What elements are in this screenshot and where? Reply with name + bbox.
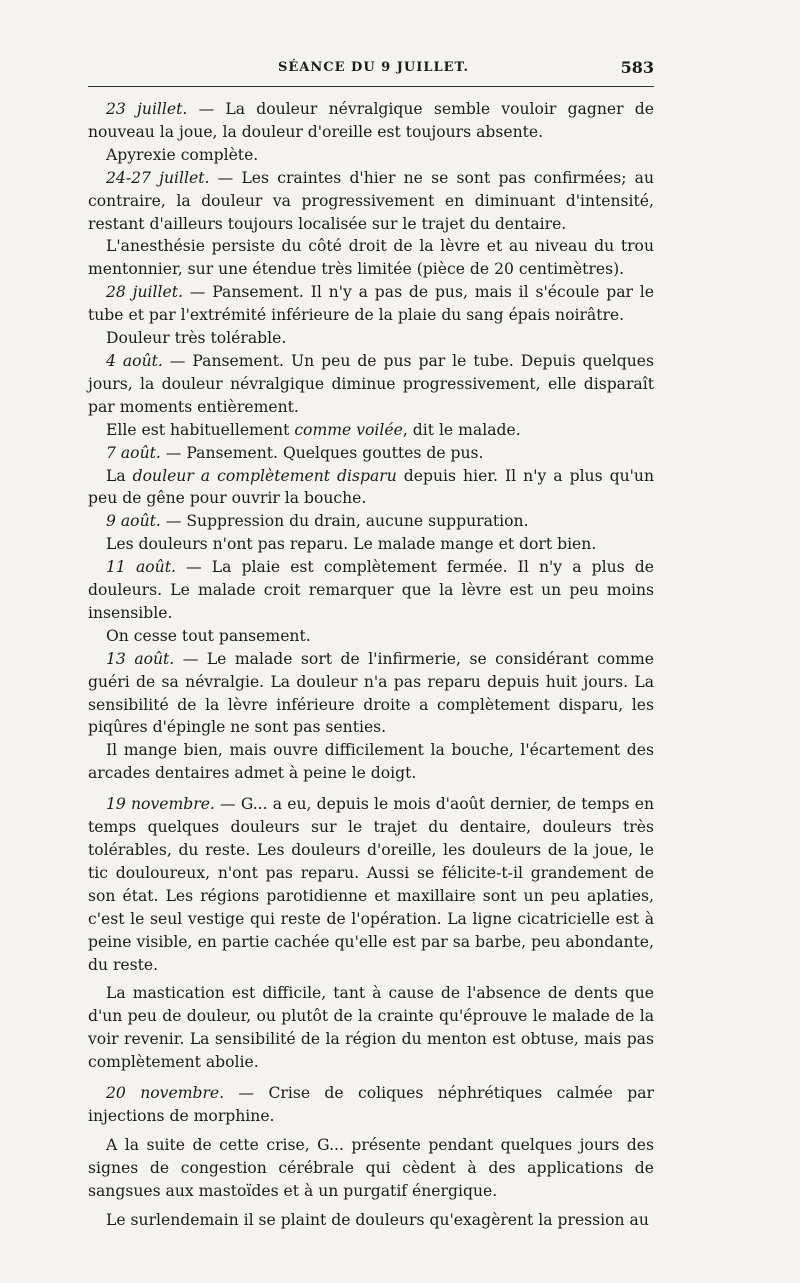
paragraph (88, 793, 654, 976)
paragraph: Elle est habituellement comme voilée, dit le malade. (106, 420, 521, 439)
paragraph-text: A la suite de cette crise, G... présente pendant quelques jours des signes de congestion cérébrale qui cèdent à des applications de sangsues aux mastoïdes et à un purgatif énergique. (88, 1135, 654, 1200)
paragraph (88, 648, 654, 740)
entry-date: 23 juillet. (106, 100, 188, 118)
paragraph (88, 510, 654, 533)
entry-date: 13 août. (106, 649, 175, 668)
paragraph (88, 1209, 654, 1232)
paragraph (88, 98, 654, 144)
emphasis: comme voilée (294, 420, 403, 439)
paragraph-text: Les douleurs n'ont pas reparu. Le malade mange et dort bien. (106, 535, 597, 554)
paragraph: La douleur a complètement disparu depuis hier. Il n'y a plus qu'un peu de gêne pour ouvrir la bouche. (88, 466, 655, 508)
paragraph (88, 1134, 654, 1203)
paragraph (88, 533, 654, 556)
page-number: 583 (620, 58, 654, 77)
paragraph (88, 167, 654, 236)
paragraph-text: — Crise de coliques néphrétiques calmée par injections de morphine. (88, 1084, 654, 1125)
paragraph (88, 281, 654, 327)
paragraph (88, 1082, 654, 1128)
entry-date: 4 août. (106, 351, 163, 370)
paragraph-text: — G... a eu, depuis le mois d'août dernier, de temps en temps quelques douleurs sur le trajet du dentaire, douleurs très tolérables, du reste. Les douleurs d'oreille, les douleurs de la joue, le tic douloureux, n'ont pas reparu. Aussi se félicite-t-il grandement de son état. Les régions parotidienne et maxillaire sont un peu aplaties, c'est le seul vestige qui reste de l'opération. La ligne cicatricielle est à peine visible, en partie cachée qu'elle est par sa barbe, peu abondante, du reste. (88, 795, 654, 974)
paragraph-text: L'anesthésie persiste du côté droit de la lèvre et au niveau du trou mentonnier, sur une étendue très limitée (pièce de 20 centimètres). (88, 237, 654, 279)
paragraph (88, 442, 654, 465)
paragraph (88, 327, 654, 350)
entry-date: 24-27 juillet. (106, 168, 210, 187)
entry-date: 20 novembre. (106, 1084, 225, 1103)
paragraph-text: — Pansement. Quelques gouttes de pus. (160, 443, 484, 462)
paragraph (88, 739, 654, 785)
entry-date: 9 août. (106, 512, 161, 531)
running-title: SÉANCE DU 9 JUILLET. (278, 60, 470, 75)
paragraph (88, 350, 654, 419)
paragraph-text: Douleur très tolérable. (106, 329, 287, 348)
header-rule (88, 86, 654, 87)
paragraph-text: — La plaie est complètement fermée. Il n'y a plus de douleurs. Le malade croit remarquer que la lèvre est un peu moins insensible. (88, 558, 654, 622)
entry-date: 19 novembre. (106, 795, 215, 814)
paragraph-text: — Les craintes d'hier ne se sont pas confirmées; au contraire, la douleur va progressivement en diminuant d'intensité, restant d'ailleurs toujours localisée sur le trajet du dentaire. (88, 168, 654, 233)
paragraph-text: — Le malade sort de l'infirmerie, se considérant comme guéri de sa névralgie. La douleur n'a pas reparu depuis huit jours. La sensibilité de la lèvre inférieure droite a complètement disparu, les piqûres d'épingle ne sont pas senties. (88, 649, 654, 737)
entry-date: 28 juillet. (106, 283, 183, 302)
paragraph (88, 556, 654, 625)
paragraph-text: Apyrexie complète. (106, 145, 259, 164)
paragraph (88, 235, 654, 281)
entry-date: 11 août. (106, 558, 176, 577)
paragraph-text: La mastication est difficile, tant à cause de l'absence de dents que d'un peu de douleur, ou plutôt de la crainte qu'éprouve le malade de la voir revenir. La sensibilité de la région du menton est obtuse, mais pas complètement abolie. (88, 984, 654, 1072)
paragraph (88, 144, 654, 167)
emphasis: douleur a complètement disparu (132, 466, 397, 485)
body-text (88, 98, 654, 1232)
paragraph (88, 625, 654, 648)
paragraph-text: — Pansement. Un peu de pus par le tube. Depuis quelques jours, la douleur névralgique diminue progressivement, elle disparaît par moments entièrement. (88, 351, 654, 416)
paragraph-text: — La douleur névralgique semble vouloir gagner de nouveau la joue, la douleur d'oreille est toujours absente. (88, 100, 654, 141)
paragraph-text: Le surlendemain il se plaint de douleurs qu'exagèrent la pression au (106, 1210, 649, 1229)
paragraph-text: — Suppression du drain, aucune suppuration. (160, 512, 529, 531)
entry-date: 7 août. (106, 443, 161, 462)
paragraph-text: Il mange bien, mais ouvre difficilement la bouche, l'écartement des arcades dentaires admet à peine le doigt. (88, 741, 654, 783)
paragraph (88, 982, 654, 1074)
paragraph-text: — Pansement. Il n'y a pas de pus, mais il s'écoule par le tube et par l'extrémité inférieure de la plaie du sang épais noirâtre. (88, 283, 654, 325)
paragraph-text: On cesse tout pansement. (106, 626, 311, 645)
